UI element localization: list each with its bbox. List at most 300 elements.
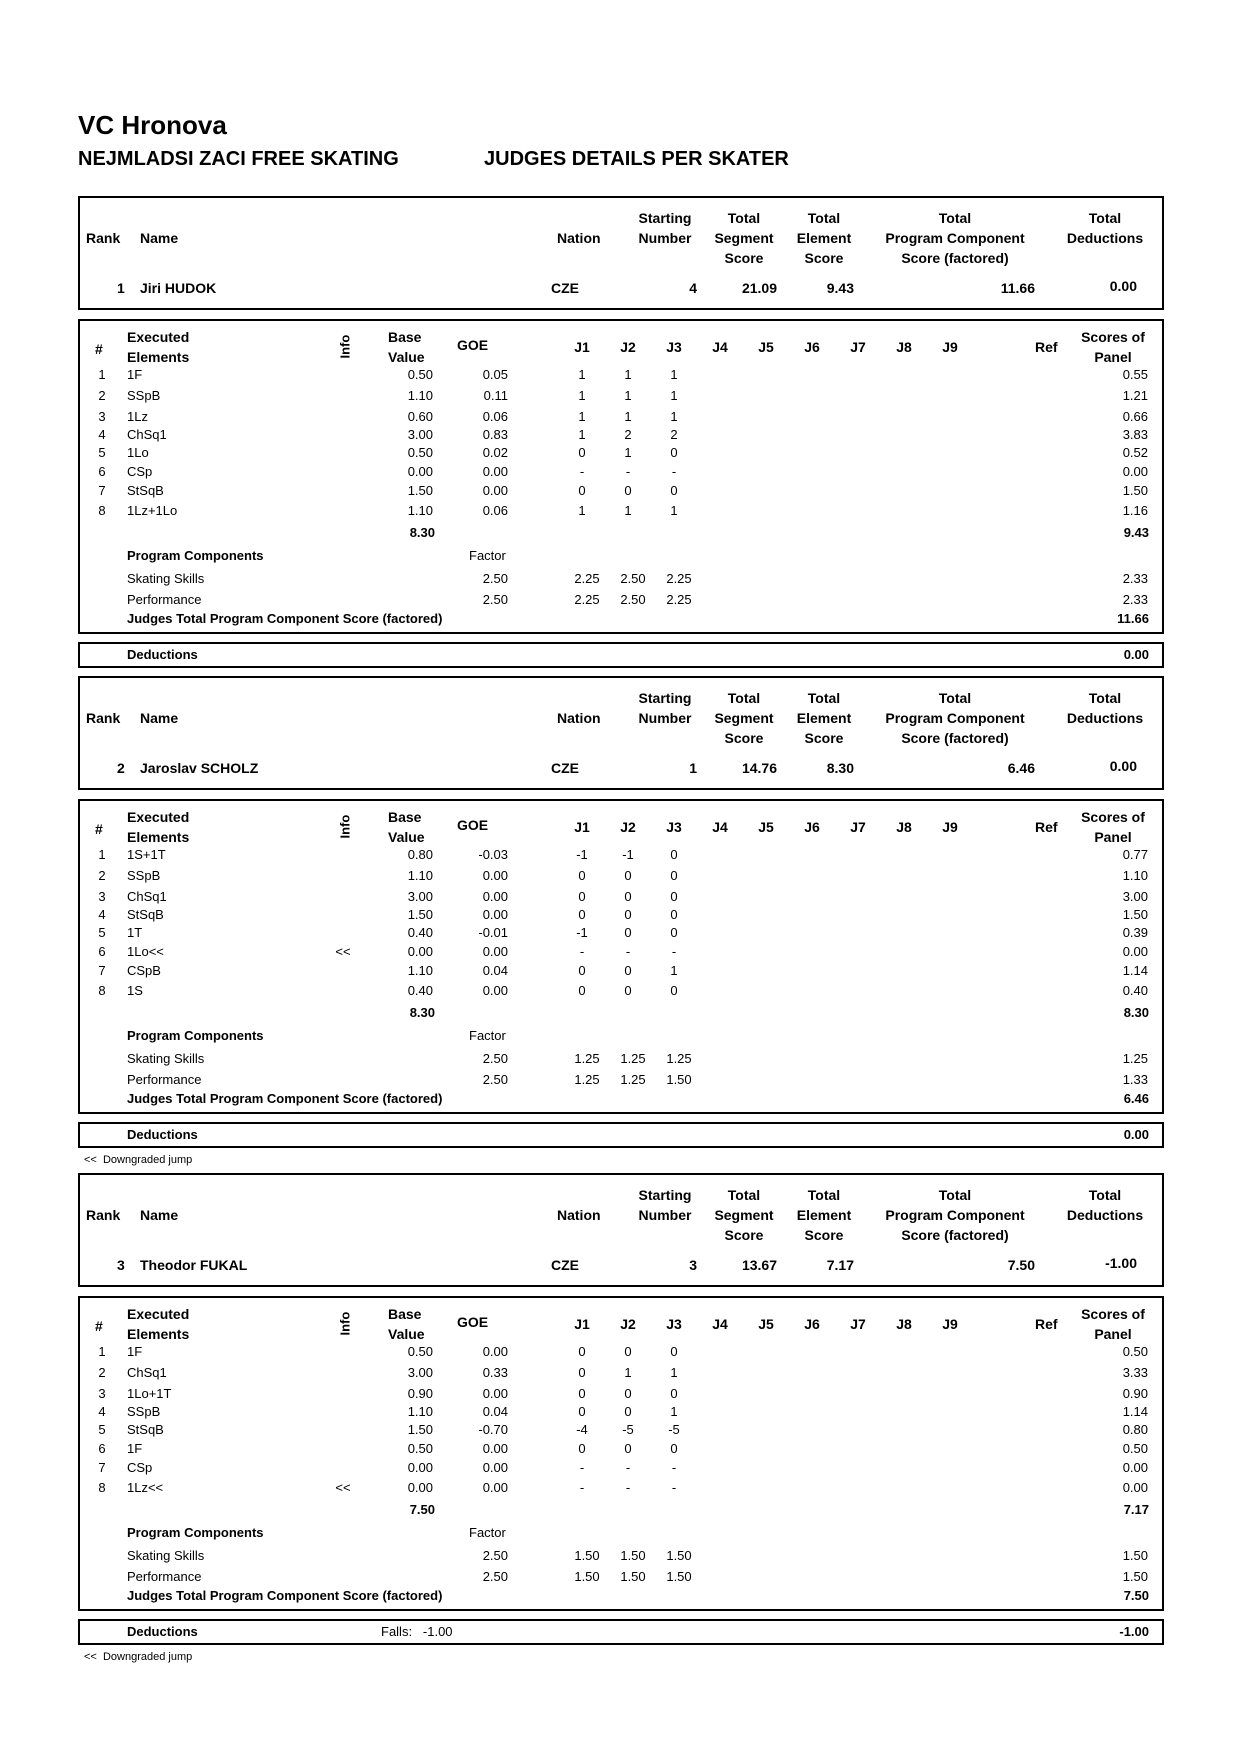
factor-label: Factor bbox=[469, 1525, 506, 1540]
element-base-value: 0.50 bbox=[407, 1344, 433, 1359]
element-base-value: 0.50 bbox=[407, 1441, 433, 1456]
skater-name: Jiri HUDOK bbox=[140, 280, 217, 296]
element-code: SSpB bbox=[127, 1404, 161, 1419]
skater-deductions: 0.00 bbox=[1109, 758, 1137, 774]
starting-number-label-line: Number bbox=[638, 1207, 692, 1223]
element-judge-score: 0 bbox=[670, 483, 678, 498]
element-panel-score: 1.14 bbox=[1122, 963, 1148, 978]
component-name: Skating Skills bbox=[127, 1051, 205, 1066]
judge-label-j1: J1 bbox=[574, 339, 590, 355]
component-judge-score: 2.50 bbox=[620, 592, 646, 607]
element-goe: 0.02 bbox=[482, 445, 508, 460]
skater-nation: CZE bbox=[551, 760, 579, 776]
element-panel-score: 0.50 bbox=[1122, 1441, 1148, 1456]
ref-label: Ref bbox=[1035, 819, 1058, 835]
element-judge-score: 0 bbox=[670, 889, 678, 904]
element-judge-score: 0 bbox=[578, 889, 586, 904]
total-program-component-label-line: Total bbox=[938, 210, 972, 226]
judge-label-j2: J2 bbox=[620, 339, 636, 355]
element-base-value: 0.00 bbox=[407, 1480, 433, 1495]
element-judge-score: 0 bbox=[578, 1404, 586, 1419]
judge-label-j8: J8 bbox=[896, 1316, 912, 1332]
component-judge-score: 1.25 bbox=[666, 1051, 692, 1066]
factor-label: Factor bbox=[469, 548, 506, 563]
deductions-box bbox=[78, 642, 1164, 668]
nation-label: Nation bbox=[557, 1207, 601, 1223]
base-value-total: 7.50 bbox=[409, 1502, 435, 1517]
element-goe: 0.33 bbox=[482, 1365, 508, 1380]
element-row-number: 3 bbox=[98, 409, 106, 424]
element-row-number: 8 bbox=[98, 1480, 106, 1495]
element-row-number: 3 bbox=[98, 889, 106, 904]
element-row-number: 6 bbox=[98, 464, 106, 479]
element-code: 1F bbox=[127, 1441, 143, 1456]
element-panel-score: 0.55 bbox=[1122, 367, 1148, 382]
element-judge-score: 1 bbox=[670, 388, 678, 403]
info-label: Info bbox=[337, 814, 353, 839]
element-number-label: # bbox=[95, 1318, 103, 1334]
element-goe: 0.00 bbox=[482, 907, 508, 922]
element-base-value: 1.10 bbox=[407, 503, 433, 518]
element-code: CSp bbox=[127, 1460, 153, 1475]
element-judge-score: 0 bbox=[578, 1441, 586, 1456]
tes-total: 8.30 bbox=[1123, 1005, 1149, 1020]
element-judge-score: 0 bbox=[624, 1404, 632, 1419]
element-base-value: 3.00 bbox=[407, 889, 433, 904]
starting-number-label bbox=[622, 1185, 708, 1225]
judge-label-j4: J4 bbox=[712, 819, 728, 835]
element-base-value: 1.50 bbox=[407, 1422, 433, 1437]
element-row-number: 7 bbox=[98, 483, 106, 498]
element-panel-score: 1.14 bbox=[1122, 1404, 1148, 1419]
element-code: SSpB bbox=[127, 868, 161, 883]
element-judge-score: 0 bbox=[624, 925, 632, 940]
element-code: ChSq1 bbox=[127, 1365, 167, 1380]
judge-label-j8: J8 bbox=[896, 339, 912, 355]
element-row-number: 8 bbox=[98, 983, 106, 998]
scores-of-panel-label-line: Panel bbox=[1094, 829, 1132, 845]
judge-label-j4: J4 bbox=[712, 1316, 728, 1332]
element-judge-score: 1 bbox=[670, 1404, 678, 1419]
element-judge-score: 1 bbox=[670, 503, 678, 518]
element-judge-score: - bbox=[625, 1480, 631, 1495]
component-factor: 2.50 bbox=[482, 1051, 508, 1066]
skater-nation: CZE bbox=[551, 280, 579, 296]
element-code: StSqB bbox=[127, 1422, 164, 1437]
factor-label: Factor bbox=[469, 1028, 506, 1043]
judge-label-j2: J2 bbox=[620, 1316, 636, 1332]
element-judge-score: 0 bbox=[624, 483, 632, 498]
skater-tss: 21.09 bbox=[741, 280, 777, 296]
component-panel-score: 1.50 bbox=[1122, 1548, 1148, 1563]
total-program-component-label bbox=[868, 1185, 1042, 1245]
total-segment-score-label bbox=[706, 688, 782, 748]
judge-label-j5: J5 bbox=[758, 339, 774, 355]
component-panel-score: 2.33 bbox=[1122, 592, 1148, 607]
element-judge-score: 0 bbox=[578, 983, 586, 998]
element-base-value: 1.10 bbox=[407, 963, 433, 978]
element-judge-score: 0 bbox=[670, 983, 678, 998]
element-judge-score: -1 bbox=[576, 925, 588, 940]
element-goe: 0.00 bbox=[482, 483, 508, 498]
element-judge-score: 0 bbox=[624, 889, 632, 904]
program-components-label: Program Components bbox=[127, 1028, 264, 1043]
executed-elements-label bbox=[127, 807, 247, 847]
rank-label: Rank bbox=[86, 230, 121, 246]
element-base-value: 3.00 bbox=[407, 1365, 433, 1380]
total-element-score-label-line: Element bbox=[796, 1207, 852, 1223]
judge-label-j1: J1 bbox=[574, 1316, 590, 1332]
element-row-number: 2 bbox=[98, 1365, 106, 1380]
pcs-total: 11.66 bbox=[1117, 611, 1149, 626]
element-code: StSqB bbox=[127, 907, 164, 922]
judge-label-j9: J9 bbox=[942, 819, 958, 835]
element-code: 1Lz+1Lo bbox=[127, 503, 178, 518]
pcs-total-label: Judges Total Program Component Score (factored) bbox=[127, 611, 443, 626]
scores-of-panel-label bbox=[1068, 807, 1158, 847]
footnote-downgraded: << Downgraded jump bbox=[84, 1651, 193, 1663]
total-element-score-label-line: Total bbox=[807, 210, 841, 226]
element-goe: 0.00 bbox=[482, 1441, 508, 1456]
total-segment-score-label-line: Score bbox=[724, 1227, 764, 1243]
element-goe: 0.00 bbox=[482, 868, 508, 883]
pcs-total: 6.46 bbox=[1123, 1091, 1149, 1106]
judge-label-j7: J7 bbox=[850, 819, 866, 835]
total-deductions-label bbox=[1050, 208, 1160, 248]
scores-of-panel-label-line: Scores of bbox=[1081, 1306, 1145, 1322]
skater-tes: 8.30 bbox=[826, 760, 854, 776]
total-program-component-label bbox=[868, 688, 1042, 748]
total-segment-score-label-line: Total bbox=[727, 210, 761, 226]
component-panel-score: 1.50 bbox=[1122, 1569, 1148, 1584]
component-judge-score: 1.50 bbox=[666, 1548, 692, 1563]
element-goe: -0.01 bbox=[478, 925, 508, 940]
total-segment-score-label-line: Score bbox=[724, 250, 764, 266]
base-value-label-line: Base bbox=[388, 1306, 422, 1322]
skater-start-number: 4 bbox=[689, 280, 697, 296]
element-judge-score: 0 bbox=[578, 1386, 586, 1401]
element-panel-score: 0.66 bbox=[1122, 409, 1148, 424]
deductions-total: 0.00 bbox=[1123, 1127, 1149, 1142]
judge-label-j3: J3 bbox=[666, 339, 682, 355]
base-value-label-line: Value bbox=[388, 349, 425, 365]
element-judge-score: 1 bbox=[670, 1365, 678, 1380]
element-judge-score: 0 bbox=[624, 983, 632, 998]
component-panel-score: 2.33 bbox=[1122, 571, 1148, 586]
element-panel-score: 1.16 bbox=[1122, 503, 1148, 518]
skater-deductions: -1.00 bbox=[1105, 1255, 1137, 1271]
total-deductions-label-line: Total bbox=[1088, 210, 1122, 226]
element-base-value: 0.60 bbox=[407, 409, 433, 424]
element-judge-score: - bbox=[579, 1480, 585, 1495]
element-panel-score: 0.00 bbox=[1122, 1480, 1148, 1495]
element-panel-score: 1.50 bbox=[1122, 483, 1148, 498]
component-name: Performance bbox=[127, 1072, 202, 1087]
element-row-number: 6 bbox=[98, 1441, 106, 1456]
element-judge-score: - bbox=[625, 1460, 631, 1475]
category-title: NEJMLADSI ZACI FREE SKATING bbox=[78, 148, 399, 170]
element-judge-score: 0 bbox=[578, 963, 586, 978]
element-panel-score: 0.80 bbox=[1122, 1422, 1148, 1437]
total-segment-score-label-line: Total bbox=[727, 690, 761, 706]
element-info: << bbox=[335, 944, 351, 959]
total-element-score-label-line: Total bbox=[807, 690, 841, 706]
element-info: << bbox=[335, 1480, 351, 1495]
nation-label: Nation bbox=[557, 710, 601, 726]
goe-label: GOE bbox=[457, 337, 489, 353]
deductions-box bbox=[78, 1619, 1164, 1645]
info-label: Info bbox=[337, 334, 353, 359]
component-judge-score: 1.50 bbox=[574, 1569, 600, 1584]
element-judge-score: 1 bbox=[578, 409, 586, 424]
element-judge-score: -5 bbox=[668, 1422, 680, 1437]
scores-of-panel-label-line: Panel bbox=[1094, 349, 1132, 365]
judge-label-j1: J1 bbox=[574, 819, 590, 835]
total-element-score-label bbox=[786, 688, 862, 748]
element-panel-score: 3.00 bbox=[1122, 889, 1148, 904]
judge-label-j8: J8 bbox=[896, 819, 912, 835]
element-code: ChSq1 bbox=[127, 889, 167, 904]
element-goe: 0.06 bbox=[482, 409, 508, 424]
total-program-component-label-line: Total bbox=[938, 1187, 972, 1203]
element-judge-score: 1 bbox=[578, 427, 586, 442]
element-row-number: 5 bbox=[98, 445, 106, 460]
skater-tes: 7.17 bbox=[826, 1257, 854, 1273]
element-judge-score: -1 bbox=[576, 847, 588, 862]
element-base-value: 1.50 bbox=[407, 483, 433, 498]
component-panel-score: 1.25 bbox=[1122, 1051, 1148, 1066]
total-deductions-label-line: Total bbox=[1088, 690, 1122, 706]
element-panel-score: 0.77 bbox=[1122, 847, 1148, 862]
component-judge-score: 2.25 bbox=[574, 592, 600, 607]
total-element-score-label-line: Score bbox=[804, 1227, 844, 1243]
element-code: ChSq1 bbox=[127, 427, 167, 442]
deductions-detail: Falls: -1.00 bbox=[381, 1624, 453, 1639]
element-judge-score: - bbox=[579, 944, 585, 959]
element-judge-score: -4 bbox=[576, 1422, 588, 1437]
element-judge-score: - bbox=[671, 464, 677, 479]
judge-label-j7: J7 bbox=[850, 1316, 866, 1332]
total-segment-score-label bbox=[706, 208, 782, 268]
element-goe: 0.00 bbox=[482, 1386, 508, 1401]
element-judge-score: 1 bbox=[624, 1365, 632, 1380]
total-element-score-label-line: Element bbox=[796, 230, 852, 246]
component-factor: 2.50 bbox=[482, 571, 508, 586]
total-program-component-label-line: Score (factored) bbox=[901, 250, 1009, 266]
element-judge-score: 0 bbox=[624, 868, 632, 883]
element-panel-score: 0.00 bbox=[1122, 464, 1148, 479]
element-code: CSp bbox=[127, 464, 153, 479]
skater-deductions: 0.00 bbox=[1109, 278, 1137, 294]
pcs-total-label: Judges Total Program Component Score (factored) bbox=[127, 1588, 443, 1603]
skater-nation: CZE bbox=[551, 1257, 579, 1273]
executed-elements-label bbox=[127, 327, 247, 367]
judge-label-j4: J4 bbox=[712, 339, 728, 355]
starting-number-label bbox=[622, 208, 708, 248]
goe-label: GOE bbox=[457, 1314, 489, 1330]
element-base-value: 1.50 bbox=[407, 907, 433, 922]
element-goe: 0.00 bbox=[482, 1460, 508, 1475]
element-row-number: 5 bbox=[98, 925, 106, 940]
element-row-number: 1 bbox=[98, 847, 106, 862]
element-judge-score: 0 bbox=[624, 907, 632, 922]
component-panel-score: 1.33 bbox=[1122, 1072, 1148, 1087]
element-panel-score: 0.52 bbox=[1122, 445, 1148, 460]
element-code: 1S bbox=[127, 983, 143, 998]
element-judge-score: 1 bbox=[624, 445, 632, 460]
element-panel-score: 0.90 bbox=[1122, 1386, 1148, 1401]
element-panel-score: 3.83 bbox=[1122, 427, 1148, 442]
total-deductions-label bbox=[1050, 688, 1160, 728]
deductions-label: Deductions bbox=[127, 1624, 198, 1639]
name-label: Name bbox=[140, 1207, 179, 1223]
total-deductions-label-line: Total bbox=[1088, 1187, 1122, 1203]
element-goe: 0.00 bbox=[482, 944, 508, 959]
starting-number-label-line: Number bbox=[638, 230, 692, 246]
element-base-value: 0.40 bbox=[407, 983, 433, 998]
element-judge-score: - bbox=[579, 464, 585, 479]
element-judge-score: 2 bbox=[624, 427, 632, 442]
element-judge-score: 0 bbox=[670, 1386, 678, 1401]
element-row-number: 2 bbox=[98, 868, 106, 883]
element-goe: 0.83 bbox=[482, 427, 508, 442]
element-base-value: 1.10 bbox=[407, 868, 433, 883]
element-judge-score: 0 bbox=[670, 1344, 678, 1359]
element-code: 1Lo<< bbox=[127, 944, 164, 959]
element-panel-score: 0.40 bbox=[1122, 983, 1148, 998]
element-code: 1F bbox=[127, 1344, 143, 1359]
tes-total: 9.43 bbox=[1123, 525, 1149, 540]
element-code: 1Lo+1T bbox=[127, 1386, 172, 1401]
element-goe: -0.03 bbox=[478, 847, 508, 862]
total-program-component-label-line: Program Component bbox=[885, 230, 1025, 246]
total-element-score-label-line: Score bbox=[804, 730, 844, 746]
element-goe: 0.06 bbox=[482, 503, 508, 518]
element-goe: 0.04 bbox=[482, 1404, 508, 1419]
skater-name: Theodor FUKAL bbox=[140, 1257, 248, 1273]
element-base-value: 0.80 bbox=[407, 847, 433, 862]
scores-of-panel-label bbox=[1068, 1304, 1158, 1344]
tes-total: 7.17 bbox=[1123, 1502, 1149, 1517]
element-code: StSqB bbox=[127, 483, 164, 498]
component-judge-score: 1.50 bbox=[666, 1072, 692, 1087]
element-base-value: 0.40 bbox=[407, 925, 433, 940]
total-segment-score-label-line: Segment bbox=[714, 710, 774, 726]
element-judge-score: 0 bbox=[670, 1441, 678, 1456]
name-label: Name bbox=[140, 230, 179, 246]
component-judge-score: 2.25 bbox=[666, 592, 692, 607]
element-row-number: 8 bbox=[98, 503, 106, 518]
element-goe: 0.00 bbox=[482, 1480, 508, 1495]
element-goe: -0.70 bbox=[478, 1422, 508, 1437]
total-program-component-label-line: Program Component bbox=[885, 710, 1025, 726]
total-element-score-label-line: Total bbox=[807, 1187, 841, 1203]
element-judge-score: 1 bbox=[578, 503, 586, 518]
judge-label-j6: J6 bbox=[804, 819, 820, 835]
element-judge-score: 2 bbox=[670, 427, 678, 442]
element-judge-score: 1 bbox=[624, 367, 632, 382]
deductions-box bbox=[78, 1122, 1164, 1148]
scores-of-panel-label-line: Scores of bbox=[1081, 809, 1145, 825]
rank-label: Rank bbox=[86, 1207, 121, 1223]
element-base-value: 0.00 bbox=[407, 944, 433, 959]
element-judge-score: 0 bbox=[578, 483, 586, 498]
judge-label-j9: J9 bbox=[942, 1316, 958, 1332]
element-base-value: 0.90 bbox=[407, 1386, 433, 1401]
executed-elements-label-line: Executed bbox=[127, 809, 190, 825]
skater-tes: 9.43 bbox=[826, 280, 854, 296]
scores-of-panel-label bbox=[1068, 327, 1158, 367]
component-judge-score: 2.50 bbox=[620, 571, 646, 586]
skater-rank: 2 bbox=[117, 760, 125, 776]
element-row-number: 1 bbox=[98, 367, 106, 382]
judge-label-j3: J3 bbox=[666, 1316, 682, 1332]
component-name: Skating Skills bbox=[127, 571, 205, 586]
deductions-total: 0.00 bbox=[1123, 647, 1149, 662]
total-deductions-label bbox=[1050, 1185, 1160, 1225]
total-segment-score-label bbox=[706, 1185, 782, 1245]
footnote-downgraded: << Downgraded jump bbox=[84, 1154, 193, 1166]
component-judge-score: 1.50 bbox=[666, 1569, 692, 1584]
skater-tss: 14.76 bbox=[741, 760, 777, 776]
element-judge-score: 1 bbox=[670, 963, 678, 978]
element-row-number: 2 bbox=[98, 388, 106, 403]
executed-elements-label-line: Executed bbox=[127, 329, 190, 345]
element-code: 1Lo bbox=[127, 445, 149, 460]
report-title: JUDGES DETAILS PER SKATER bbox=[484, 148, 789, 170]
element-judge-score: 0 bbox=[624, 1441, 632, 1456]
element-judge-score: 0 bbox=[578, 868, 586, 883]
element-panel-score: 3.33 bbox=[1122, 1365, 1148, 1380]
component-factor: 2.50 bbox=[482, 1569, 508, 1584]
component-judge-score: 1.50 bbox=[574, 1548, 600, 1563]
deductions-total: -1.00 bbox=[1119, 1624, 1149, 1639]
executed-elements-label-line: Elements bbox=[127, 829, 190, 845]
judge-label-j9: J9 bbox=[942, 339, 958, 355]
total-deductions-label-line: Deductions bbox=[1066, 230, 1144, 246]
element-judge-score: 0 bbox=[624, 963, 632, 978]
element-judge-score: 0 bbox=[670, 445, 678, 460]
judge-label-j5: J5 bbox=[758, 819, 774, 835]
element-judge-score: 0 bbox=[578, 445, 586, 460]
ref-label: Ref bbox=[1035, 1316, 1058, 1332]
deductions-label: Deductions bbox=[127, 647, 198, 662]
element-judge-score: 1 bbox=[578, 388, 586, 403]
base-value-label-line: Value bbox=[388, 829, 425, 845]
component-judge-score: 1.25 bbox=[620, 1072, 646, 1087]
starting-number-label-line: Starting bbox=[638, 690, 692, 706]
element-judge-score: 0 bbox=[624, 1344, 632, 1359]
total-segment-score-label-line: Total bbox=[727, 1187, 761, 1203]
element-judge-score: - bbox=[625, 944, 631, 959]
element-row-number: 3 bbox=[98, 1386, 106, 1401]
ref-label: Ref bbox=[1035, 339, 1058, 355]
component-judge-score: 2.25 bbox=[574, 571, 600, 586]
skater-tss: 13.67 bbox=[741, 1257, 777, 1273]
element-row-number: 4 bbox=[98, 427, 106, 442]
base-value-label bbox=[388, 807, 448, 847]
element-judge-score: 1 bbox=[624, 503, 632, 518]
element-row-number: 6 bbox=[98, 944, 106, 959]
info-label: Info bbox=[337, 1311, 353, 1336]
element-row-number: 4 bbox=[98, 1404, 106, 1419]
element-judge-score: 0 bbox=[578, 1365, 586, 1380]
starting-number-label-line: Starting bbox=[638, 210, 692, 226]
base-value-total: 8.30 bbox=[409, 1005, 435, 1020]
element-row-number: 4 bbox=[98, 907, 106, 922]
element-base-value: 0.00 bbox=[407, 464, 433, 479]
rank-label: Rank bbox=[86, 710, 121, 726]
